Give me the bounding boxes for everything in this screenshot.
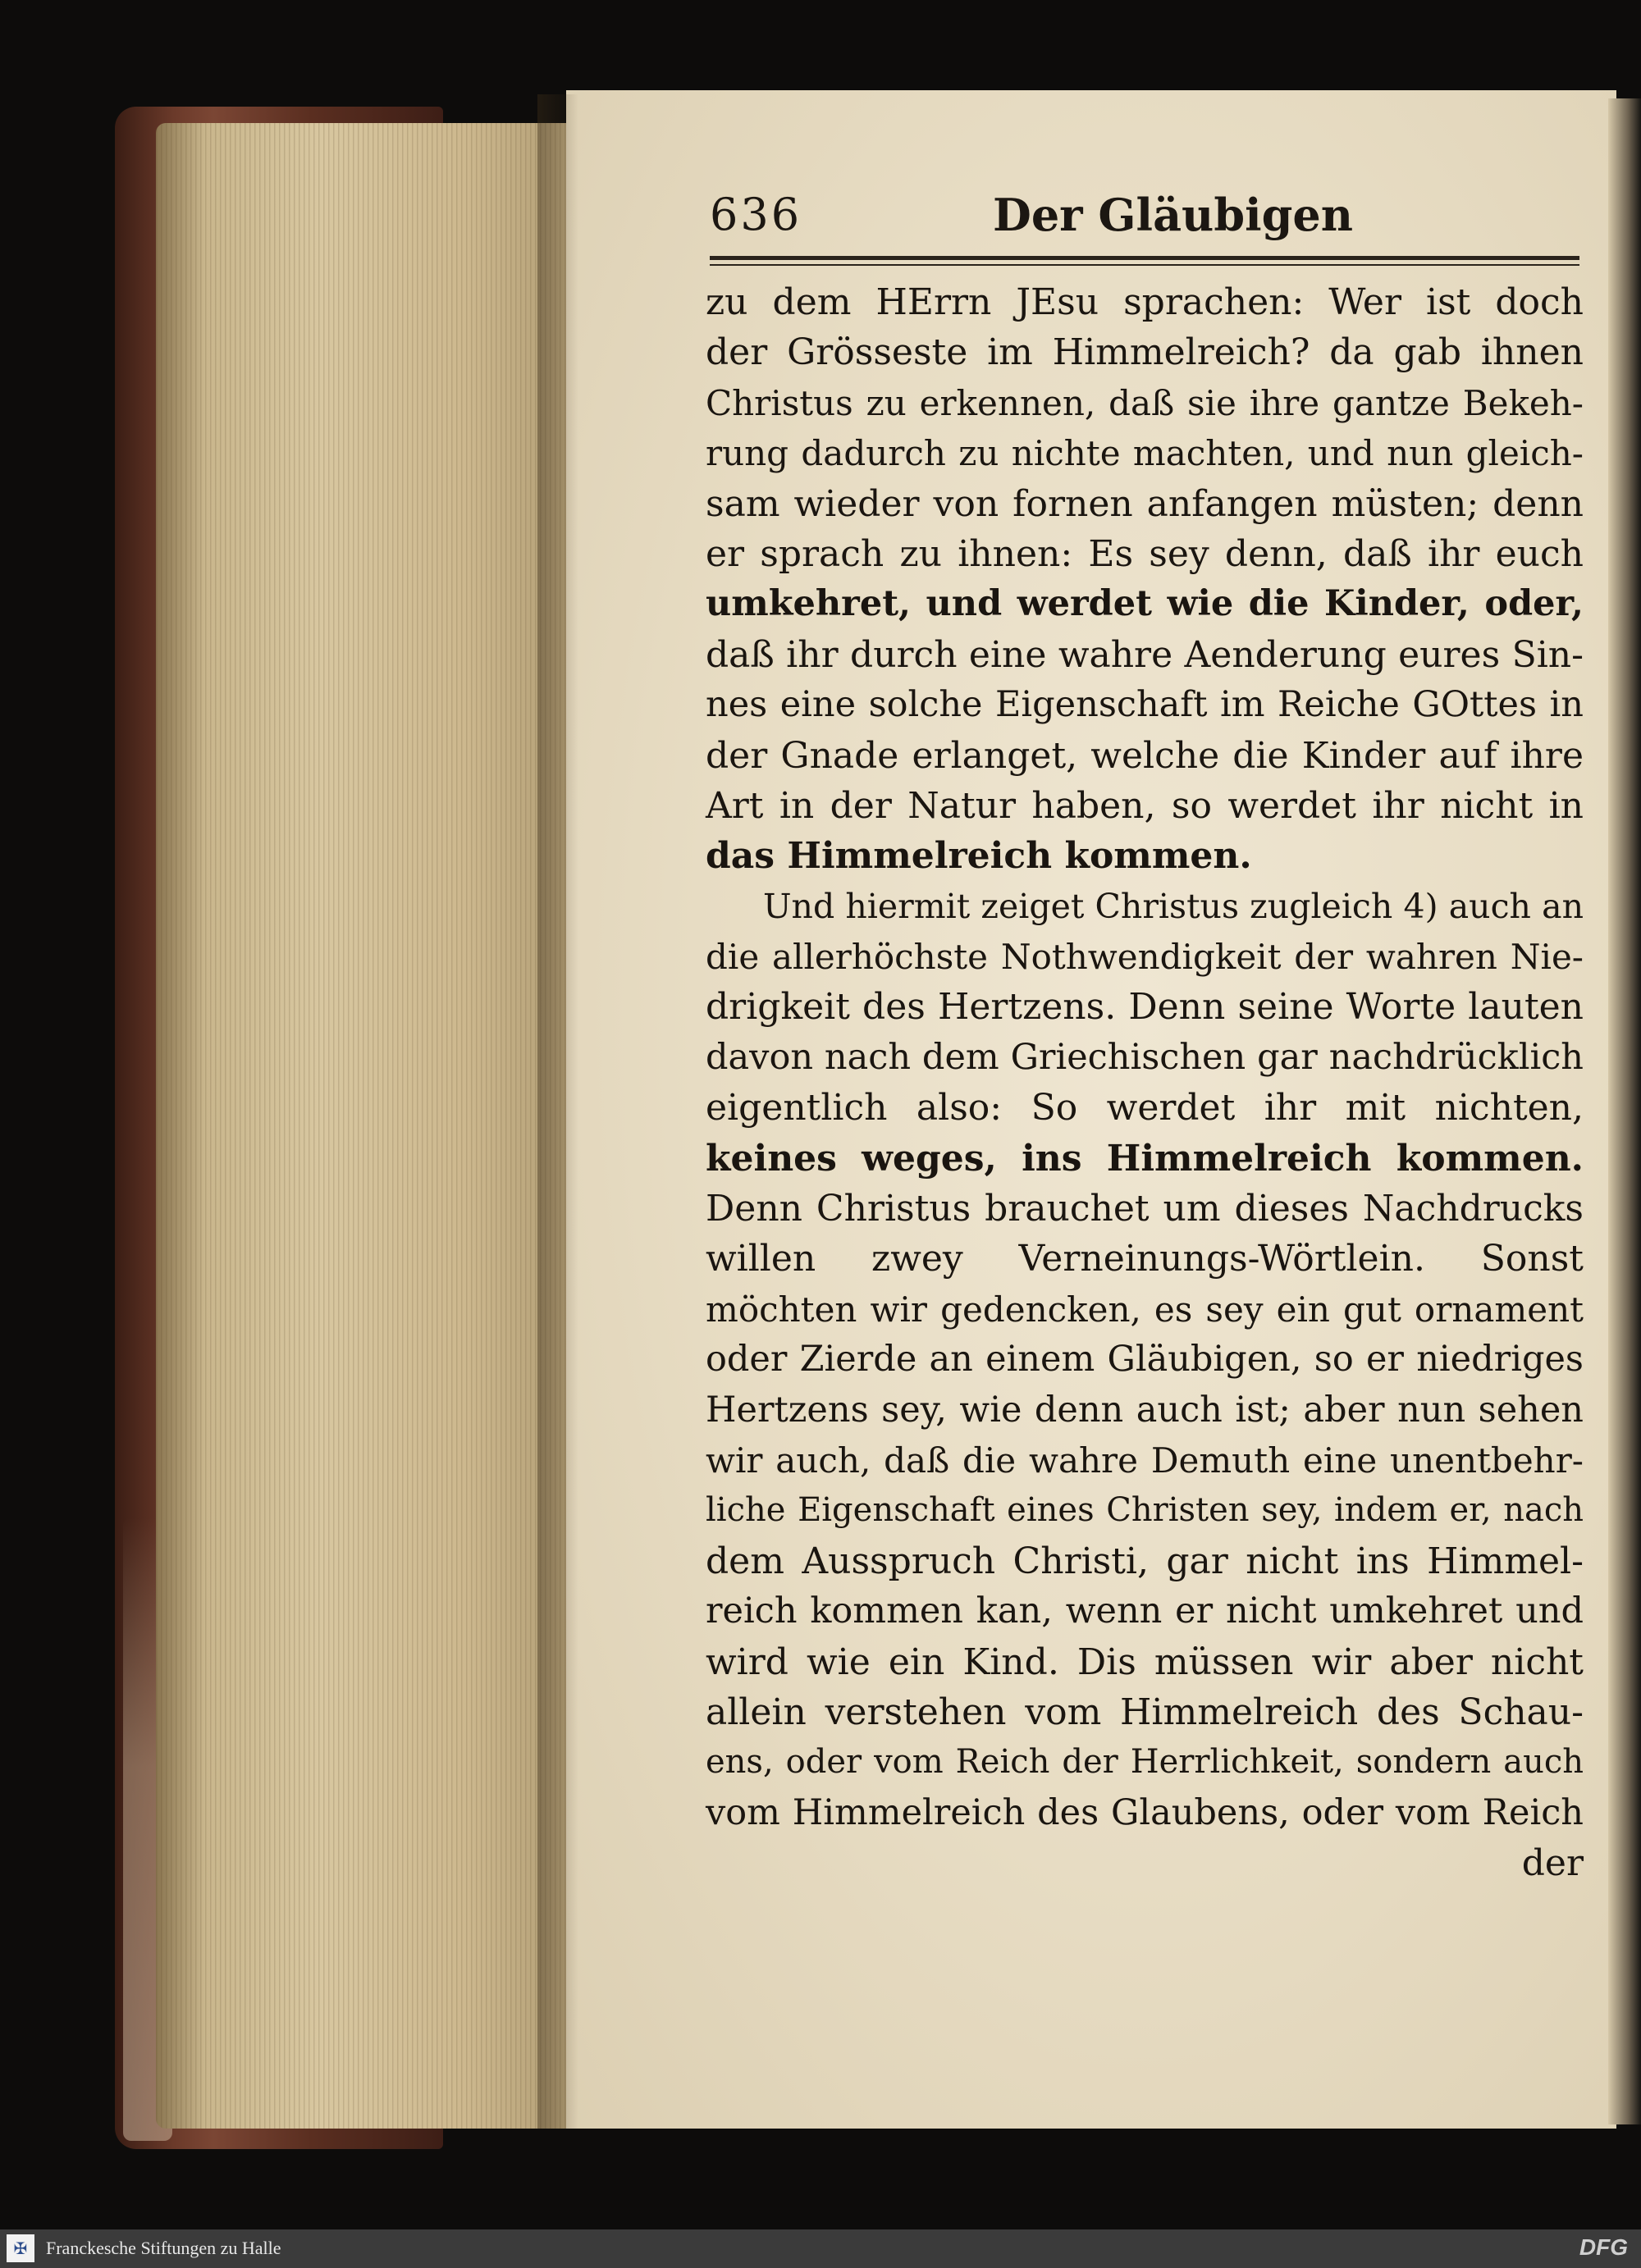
institution-label: Franckesche Stiftungen zu Halle: [46, 2238, 281, 2258]
text-line: wir auch, daß die wahre Demuth eine unentbehr-: [706, 1440, 1584, 1481]
text-line: umkehret, und werdet wie die Kinder, oder,: [706, 583, 1584, 625]
text-line: Christus zu erkennen, daß sie ihre gantze Bekeh-: [706, 382, 1584, 423]
header-rule: [710, 256, 1579, 260]
text-line: drigkeit des Hertzens. Denn seine Worte lauten: [706, 986, 1584, 1029]
text-line: reich kommen kan, wenn er nicht umkehret und: [706, 1590, 1584, 1632]
text-line: willen zwey Verneinungs-Wörtlein. Sonst: [706, 1238, 1584, 1280]
text-line: oder Zierde an einem Gläubigen, so er niedriges: [706, 1339, 1584, 1380]
page-header: [710, 189, 1579, 246]
text-line: eigentlich also: So werdet ihr mit nichten,: [706, 1087, 1584, 1129]
text-line: Art in der Natur haben, so werdet ihr nicht in: [706, 784, 1584, 827]
text-line: Hertzens sey, wie denn auch ist; aber nun sehen: [706, 1389, 1584, 1431]
text-line: keines weges, ins Himmelreich kommen.: [706, 1137, 1584, 1180]
text-line: ens, oder vom Reich der Herrlichkeit, sondern auch: [706, 1743, 1584, 1782]
text-line: der Grösseste im Himmelreich? da gab ihnen: [706, 331, 1584, 374]
text-line: der Gnade erlanget, welche die Kinder auf ihre: [706, 734, 1584, 777]
text-line: er sprach zu ihnen: Es sey denn, daß ihr euch: [706, 532, 1584, 575]
francke-logo-icon[interactable]: ✠: [7, 2234, 34, 2262]
text-line: nes eine solche Eigenschaft im Reiche GOttes in: [706, 684, 1584, 726]
text-line: rung dadurch zu nichte machten, und nun gleich-: [706, 433, 1584, 474]
page-right-edge: [1608, 98, 1641, 2124]
header-rule-thin: [710, 264, 1579, 266]
text-line: wird wie ein Kind. Dis müssen wir aber nicht: [706, 1641, 1584, 1683]
catchword: der: [1521, 1842, 1584, 1885]
page-number: 636: [710, 189, 802, 240]
text-line: möchten wir gedencken, es sey ein gut ornament: [706, 1289, 1584, 1330]
text-line: vom Himmelreich des Glaubens, oder vom Reich: [706, 1791, 1584, 1833]
text-line: zu dem HErrn JEsu sprachen: Wer ist doch: [706, 281, 1584, 323]
text-line: liche Eigenschaft eines Christen sey, indem er, nach: [706, 1491, 1584, 1530]
text-line: sam wieder von fornen anfangen müsten; denn: [706, 482, 1584, 525]
gutter-shadow: [537, 94, 578, 2129]
viewer-footer: [0, 2229, 1641, 2268]
text-line: Und hiermit zeiget Christus zugleich 4) auch an: [763, 886, 1584, 926]
text-line: davon nach dem Griechischen gar nachdrücklich: [706, 1036, 1584, 1078]
text-line: dem Ausspruch Christi, gar nicht ins Himmel-: [706, 1540, 1584, 1582]
text-line: allein verstehen vom Himmelreich des Schau-: [706, 1691, 1584, 1733]
text-line: Denn Christus brauchet um dieses Nachdrucks: [706, 1188, 1584, 1230]
running-head: Der Gläubigen: [993, 189, 1353, 241]
text-line: die allerhöchste Nothwendigkeit der wahren Nie-: [706, 937, 1584, 978]
page-block-edges: [156, 123, 566, 2129]
dfg-logo[interactable]: DFG: [1579, 2234, 1628, 2260]
text-line: daß ihr durch eine wahre Aenderung eures Sin-: [706, 633, 1584, 676]
body-text: [706, 277, 1584, 1889]
text-line: das Himmelreich kommen.: [706, 835, 1252, 878]
